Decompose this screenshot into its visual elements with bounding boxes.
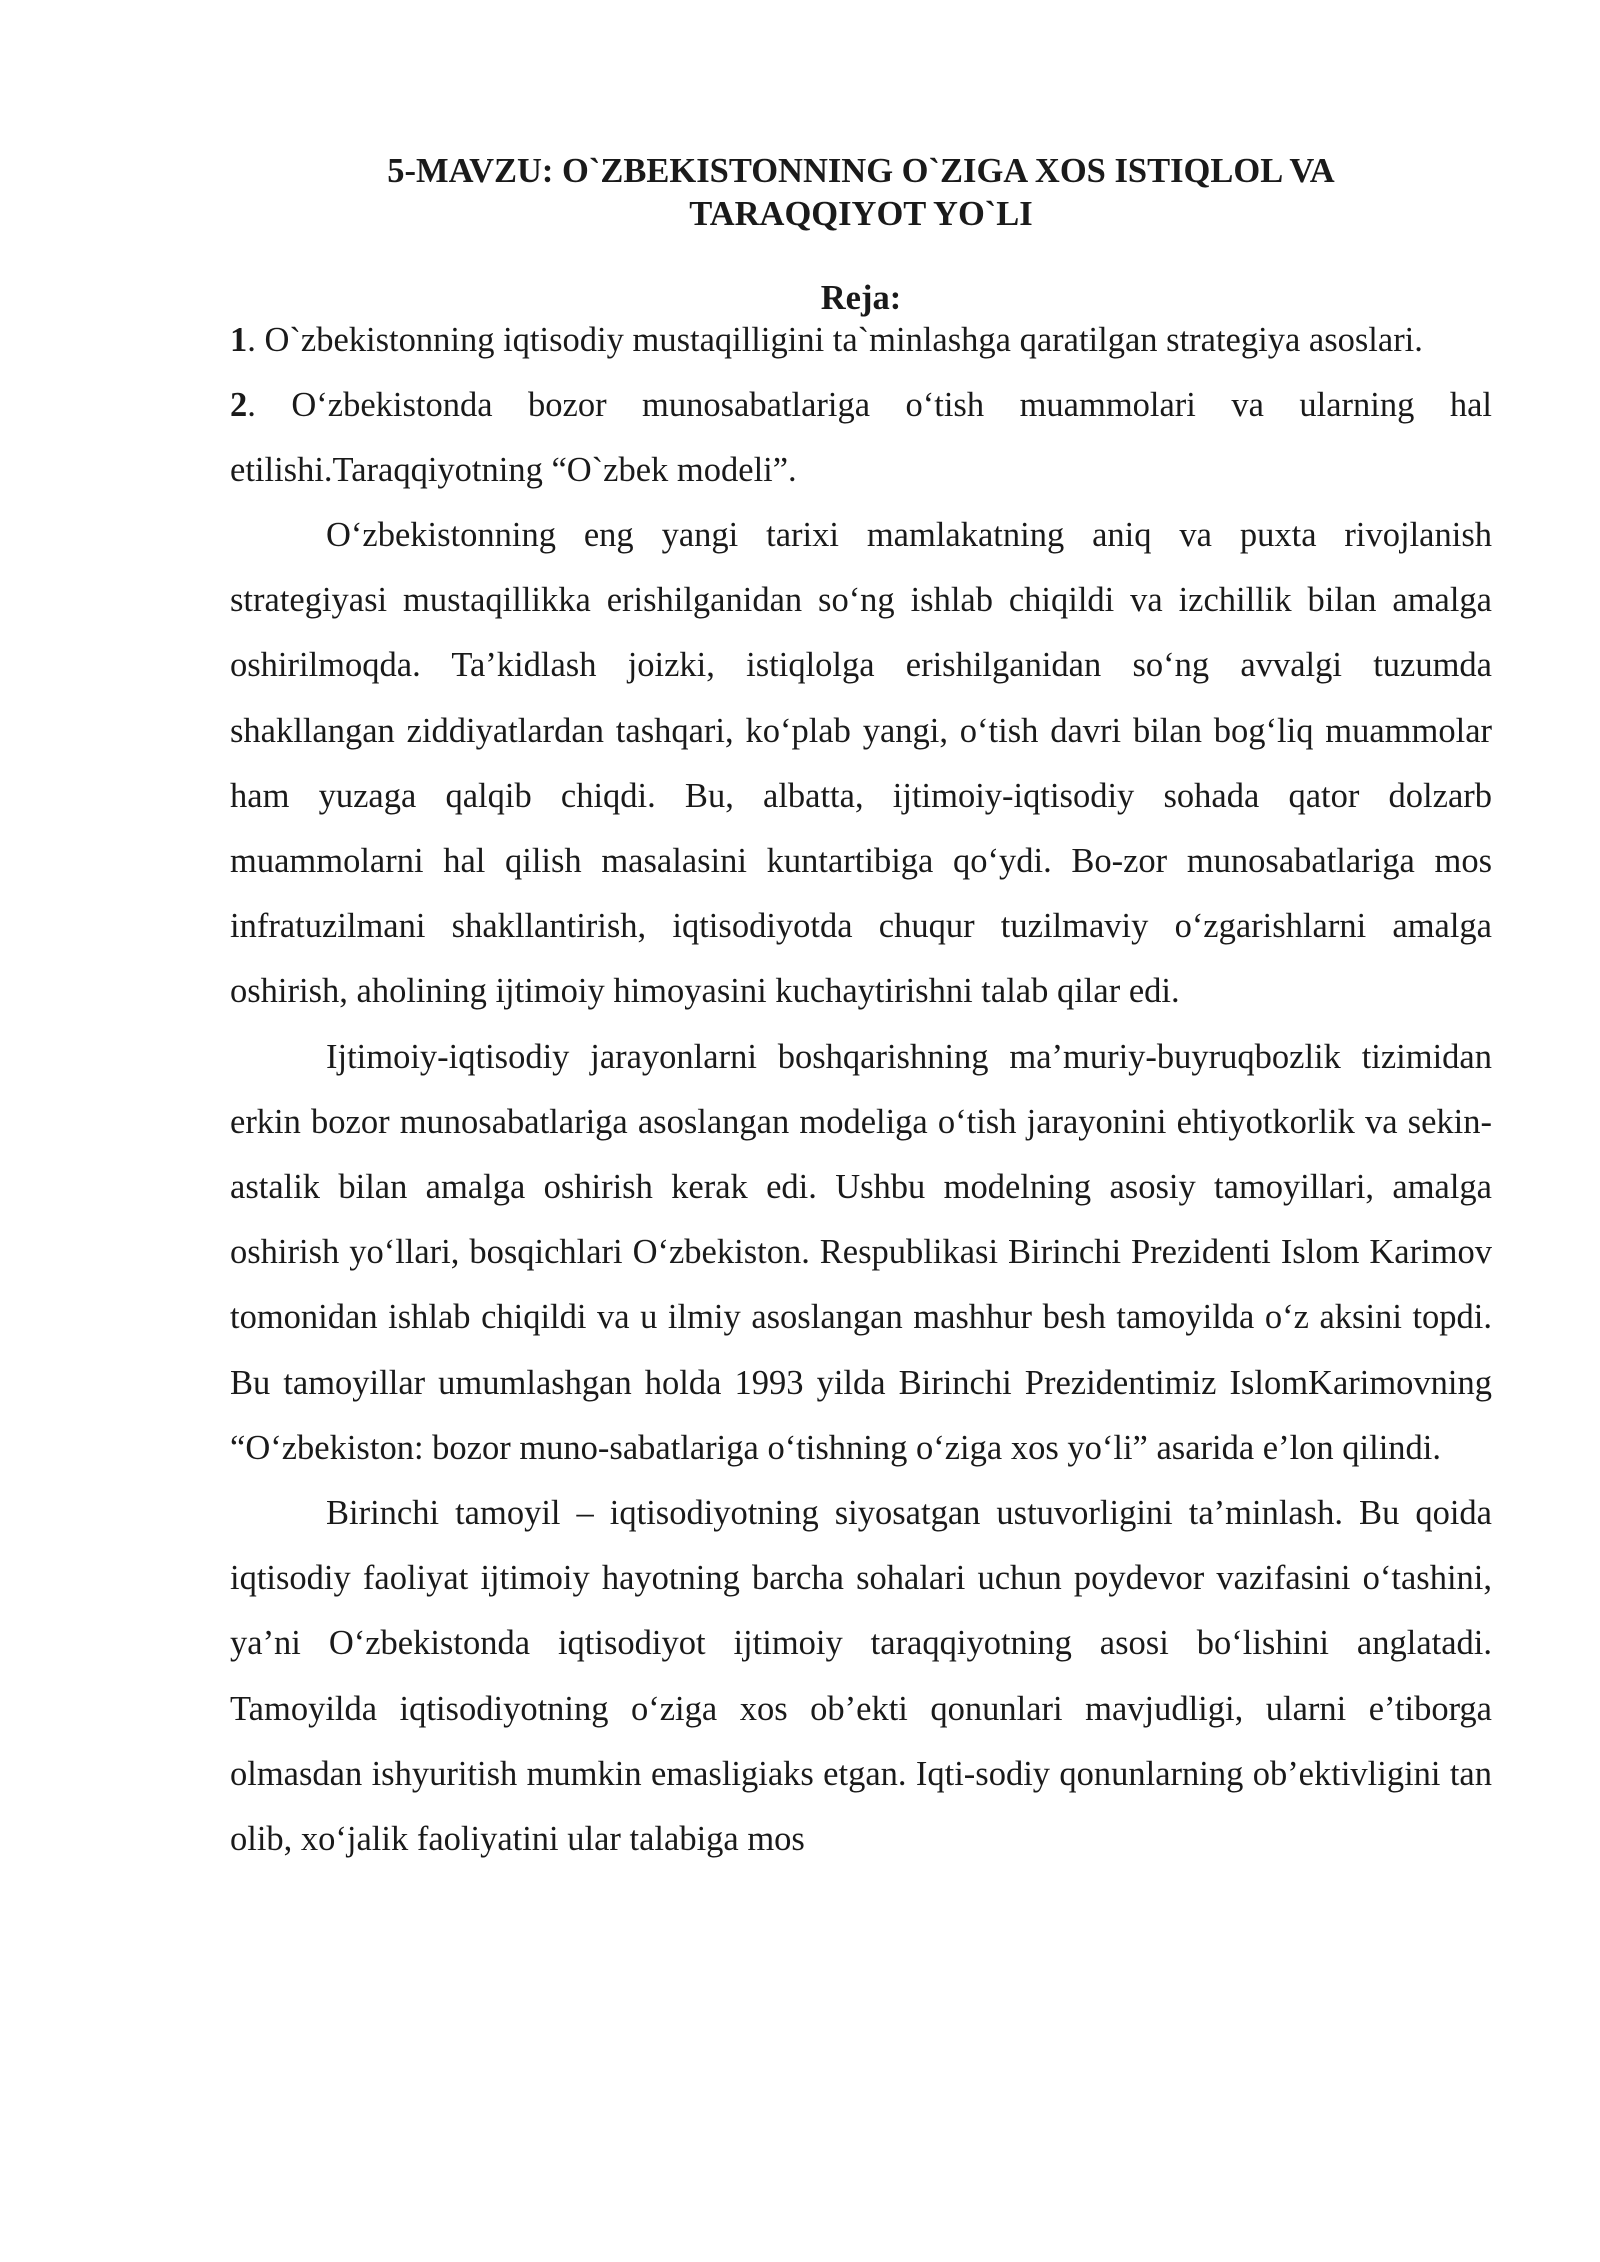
body-paragraph: Ijtimoiy-iqtisodiy jarayonlarni boshqarishning ma’muriy-buyruqbozlik tizimidan erkin bozor munosabatlariga asoslangan modeliga o‘tish jarayonini ehtiyotkorlik va sekin-astalik bilan amalga oshirish kerak edi. Ushbu modelning asosiy tamoyillari, amalga oshirish yo‘llari, bosqichlari O‘zbekiston. Respublikasi Birinchi Prezidenti Islom Karimov tomonidan ishlab chiqildi va u ilmiy asoslangan mashhur besh tamoyilda o‘z aksini topdi. Bu tamoyillar umumlashgan holda 1993 yilda Birinchi Prezidentimiz IslomKarimovning “O‘zbekiston: bozor muno-sabatlariga o‘tishning o‘ziga xos yo‘li” asarida e’lon qilindi. [230, 1037, 1492, 1467]
plan-item-text: . O‘zbekistonda bozor munosabatlariga o‘tish muammolari va ularning hal etilishi.Taraqqiyotning “O`zbek modeli”. [230, 386, 1492, 489]
plan-list [230, 308, 1492, 503]
body-paragraph: O‘zbekistonning eng yangi tarixi mamlakatning aniq va puxta rivojlanish strategiyasi mustaqillikka erishilganidan so‘ng ishlab chiqildi va izchillik bilan amalga oshirilmoqda. Ta’kidlash joizki, istiqlolga erishilganidan so‘ng avvalgi tuzumda shakllangan ziddiyatlardan tashqari, ko‘plab yangi, o‘tish davri bilan bog‘liq muammolar ham yuzaga qalqib chiqdi. Bu, albatta, ijtimoiy-iqtisodiy sohada qator dolzarb muammolarni hal qilish masalasini kuntartibiga qo‘ydi. Bo-zor munosabatlariga mos infratuzilmani shakllantirish, iqtisodiyotda chuqur tuzilmaviy o‘zgarishlarni amalga oshirish, aholining ijtimoiy himoyasini kuchaytirishni talab qilar edi. [230, 516, 1492, 1011]
plan-item-number: 1 [230, 321, 248, 359]
document-page [230, 150, 1492, 1872]
plan-item [230, 308, 1492, 373]
document-title [230, 150, 1492, 236]
title-line-2: TARAQQIYOT YO`LI [689, 195, 1033, 233]
plan-item-text: . O`zbekistonning iqtisodiy mustaqilligini ta`minlashga qaratilgan strategiya asoslari. [247, 321, 1423, 359]
plan-item [230, 373, 1492, 503]
body-paragraph: Birinchi tamoyil – iqtisodiyotning siyosatgan ustuvorligini ta’minlash. Bu qoida iqtisodiy faoliyat ijtimoiy hayotning barcha sohalari uchun poydevor vazifasini o‘tashini, ya’ni O‘zbekistonda iqtisodiyot ijtimoiy taraqqiyotning asosi bo‘lishini anglatadi. Tamoyilda iqtisodiyotning o‘ziga xos ob’ekti qonunlari mavjudligi, ularni e’tiborga olmasdan ishyuritish mumkin emasligiaks etgan. Iqti-sodiy qonunlarning ob’ektivligini tan olib, xo‘jalik faoliyatini ular talabiga mos [230, 1494, 1492, 1859]
plan-heading: Reja: [820, 279, 902, 317]
plan-item-number: 2 [230, 386, 248, 424]
title-line-1: 5-MAVZU: O`ZBEKISTONNING O`ZIGA XOS ISTIQLOL VA [387, 152, 1335, 190]
